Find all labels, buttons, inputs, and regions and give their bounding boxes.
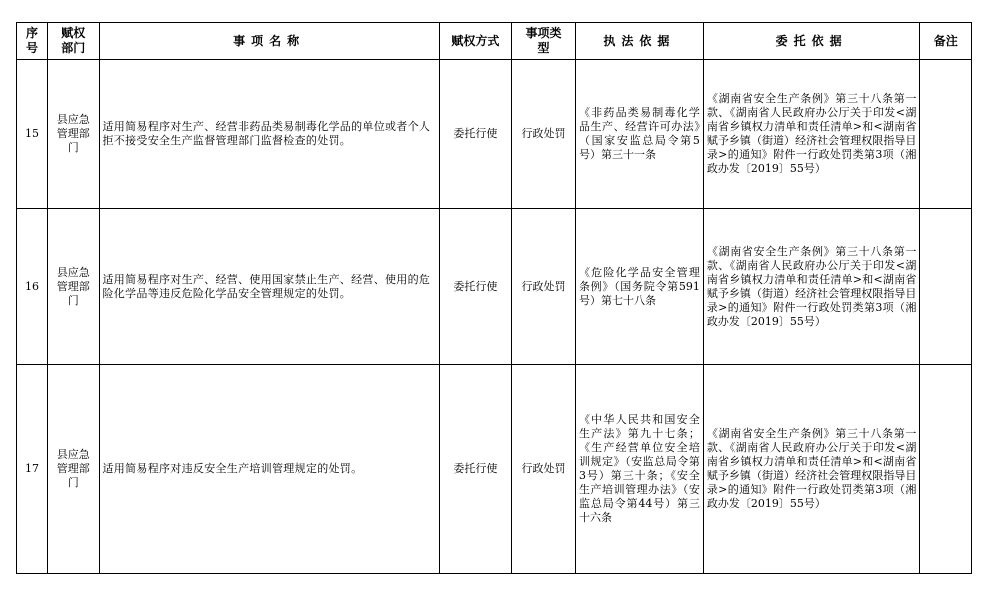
row-entrust: 《湖南省安全生产条例》第三十八条第一款、《湖南省人民政府办公厅关于印发<湖南省乡镇权力清单和责任清单>和<湖南省赋予乡镇（街道）经济社会管理权限指导目录>的通知》附件一行政处罚类第3项（湘政办发〔2019〕55号） bbox=[703, 209, 920, 365]
row-seq: 15 bbox=[17, 60, 48, 209]
row-method: 委托行使 bbox=[439, 365, 511, 574]
header-remark: 备注 bbox=[920, 23, 972, 60]
row-item-name: 适用简易程序对生产、经营、使用国家禁止生产、经营、使用的危险化学品等违反危险化学品安全管理规定的处罚。 bbox=[99, 209, 439, 365]
row-remark bbox=[920, 60, 972, 209]
table-row bbox=[17, 209, 972, 365]
row-dept: 县应急管理部门 bbox=[47, 365, 99, 574]
row-method: 委托行使 bbox=[439, 209, 511, 365]
header-row bbox=[17, 23, 972, 60]
table-row bbox=[17, 60, 972, 209]
header-seq: 序号 bbox=[17, 23, 48, 60]
row-remark bbox=[920, 365, 972, 574]
row-basis: 《危险化学品安全管理条例》（国务院令第591号）第七十八条 bbox=[575, 209, 703, 365]
header-method: 赋权方式 bbox=[439, 23, 511, 60]
row-seq: 17 bbox=[17, 365, 48, 574]
row-method: 委托行使 bbox=[439, 60, 511, 209]
header-entrust: 委托依据 bbox=[703, 23, 920, 60]
row-remark bbox=[920, 209, 972, 365]
header-dept: 赋权部门 bbox=[47, 23, 99, 60]
header-basis: 执法依据 bbox=[575, 23, 703, 60]
row-entrust: 《湖南省安全生产条例》第三十八条第一款、《湖南省人民政府办公厅关于印发<湖南省乡镇权力清单和责任清单>和<湖南省赋予乡镇（街道）经济社会管理权限指导目录>的通知》附件一行政处罚类第3项（湘政办发〔2019〕55号） bbox=[703, 60, 920, 209]
header-type: 事项类型 bbox=[512, 23, 576, 60]
row-dept: 县应急管理部门 bbox=[47, 209, 99, 365]
row-entrust: 《湖南省安全生产条例》第三十八条第一款、《湖南省人民政府办公厅关于印发<湖南省乡镇权力清单和责任清单>和<湖南省赋予乡镇（街道）经济社会管理权限指导目录>的通知》附件一行政处罚类第3项（湘政办发〔2019〕55号） bbox=[703, 365, 920, 574]
authority-table bbox=[16, 22, 972, 574]
row-item-name: 适用简易程序对违反安全生产培训管理规定的处罚。 bbox=[99, 365, 439, 574]
table-row bbox=[17, 365, 972, 574]
row-type: 行政处罚 bbox=[512, 60, 576, 209]
header-item: 事项名称 bbox=[99, 23, 439, 60]
row-basis: 《中华人民共和国安全生产法》第九十七条；《生产经营单位安全培训规定》（安监总局令第3号）第三十条；《安全生产培训管理办法》（安监总局令第44号）第三十六条 bbox=[575, 365, 703, 574]
row-type: 行政处罚 bbox=[512, 209, 576, 365]
row-item-name: 适用简易程序对生产、经营非药品类易制毒化学品的单位或者个人拒不接受安全生产监督管理部门监督检查的处罚。 bbox=[99, 60, 439, 209]
row-dept: 县应急管理部门 bbox=[47, 60, 99, 209]
row-seq: 16 bbox=[17, 209, 48, 365]
row-type: 行政处罚 bbox=[512, 365, 576, 574]
row-basis: 《非药品类易制毒化学品生产、经营许可办法》（国家安监总局令第5号）第三十一条 bbox=[575, 60, 703, 209]
